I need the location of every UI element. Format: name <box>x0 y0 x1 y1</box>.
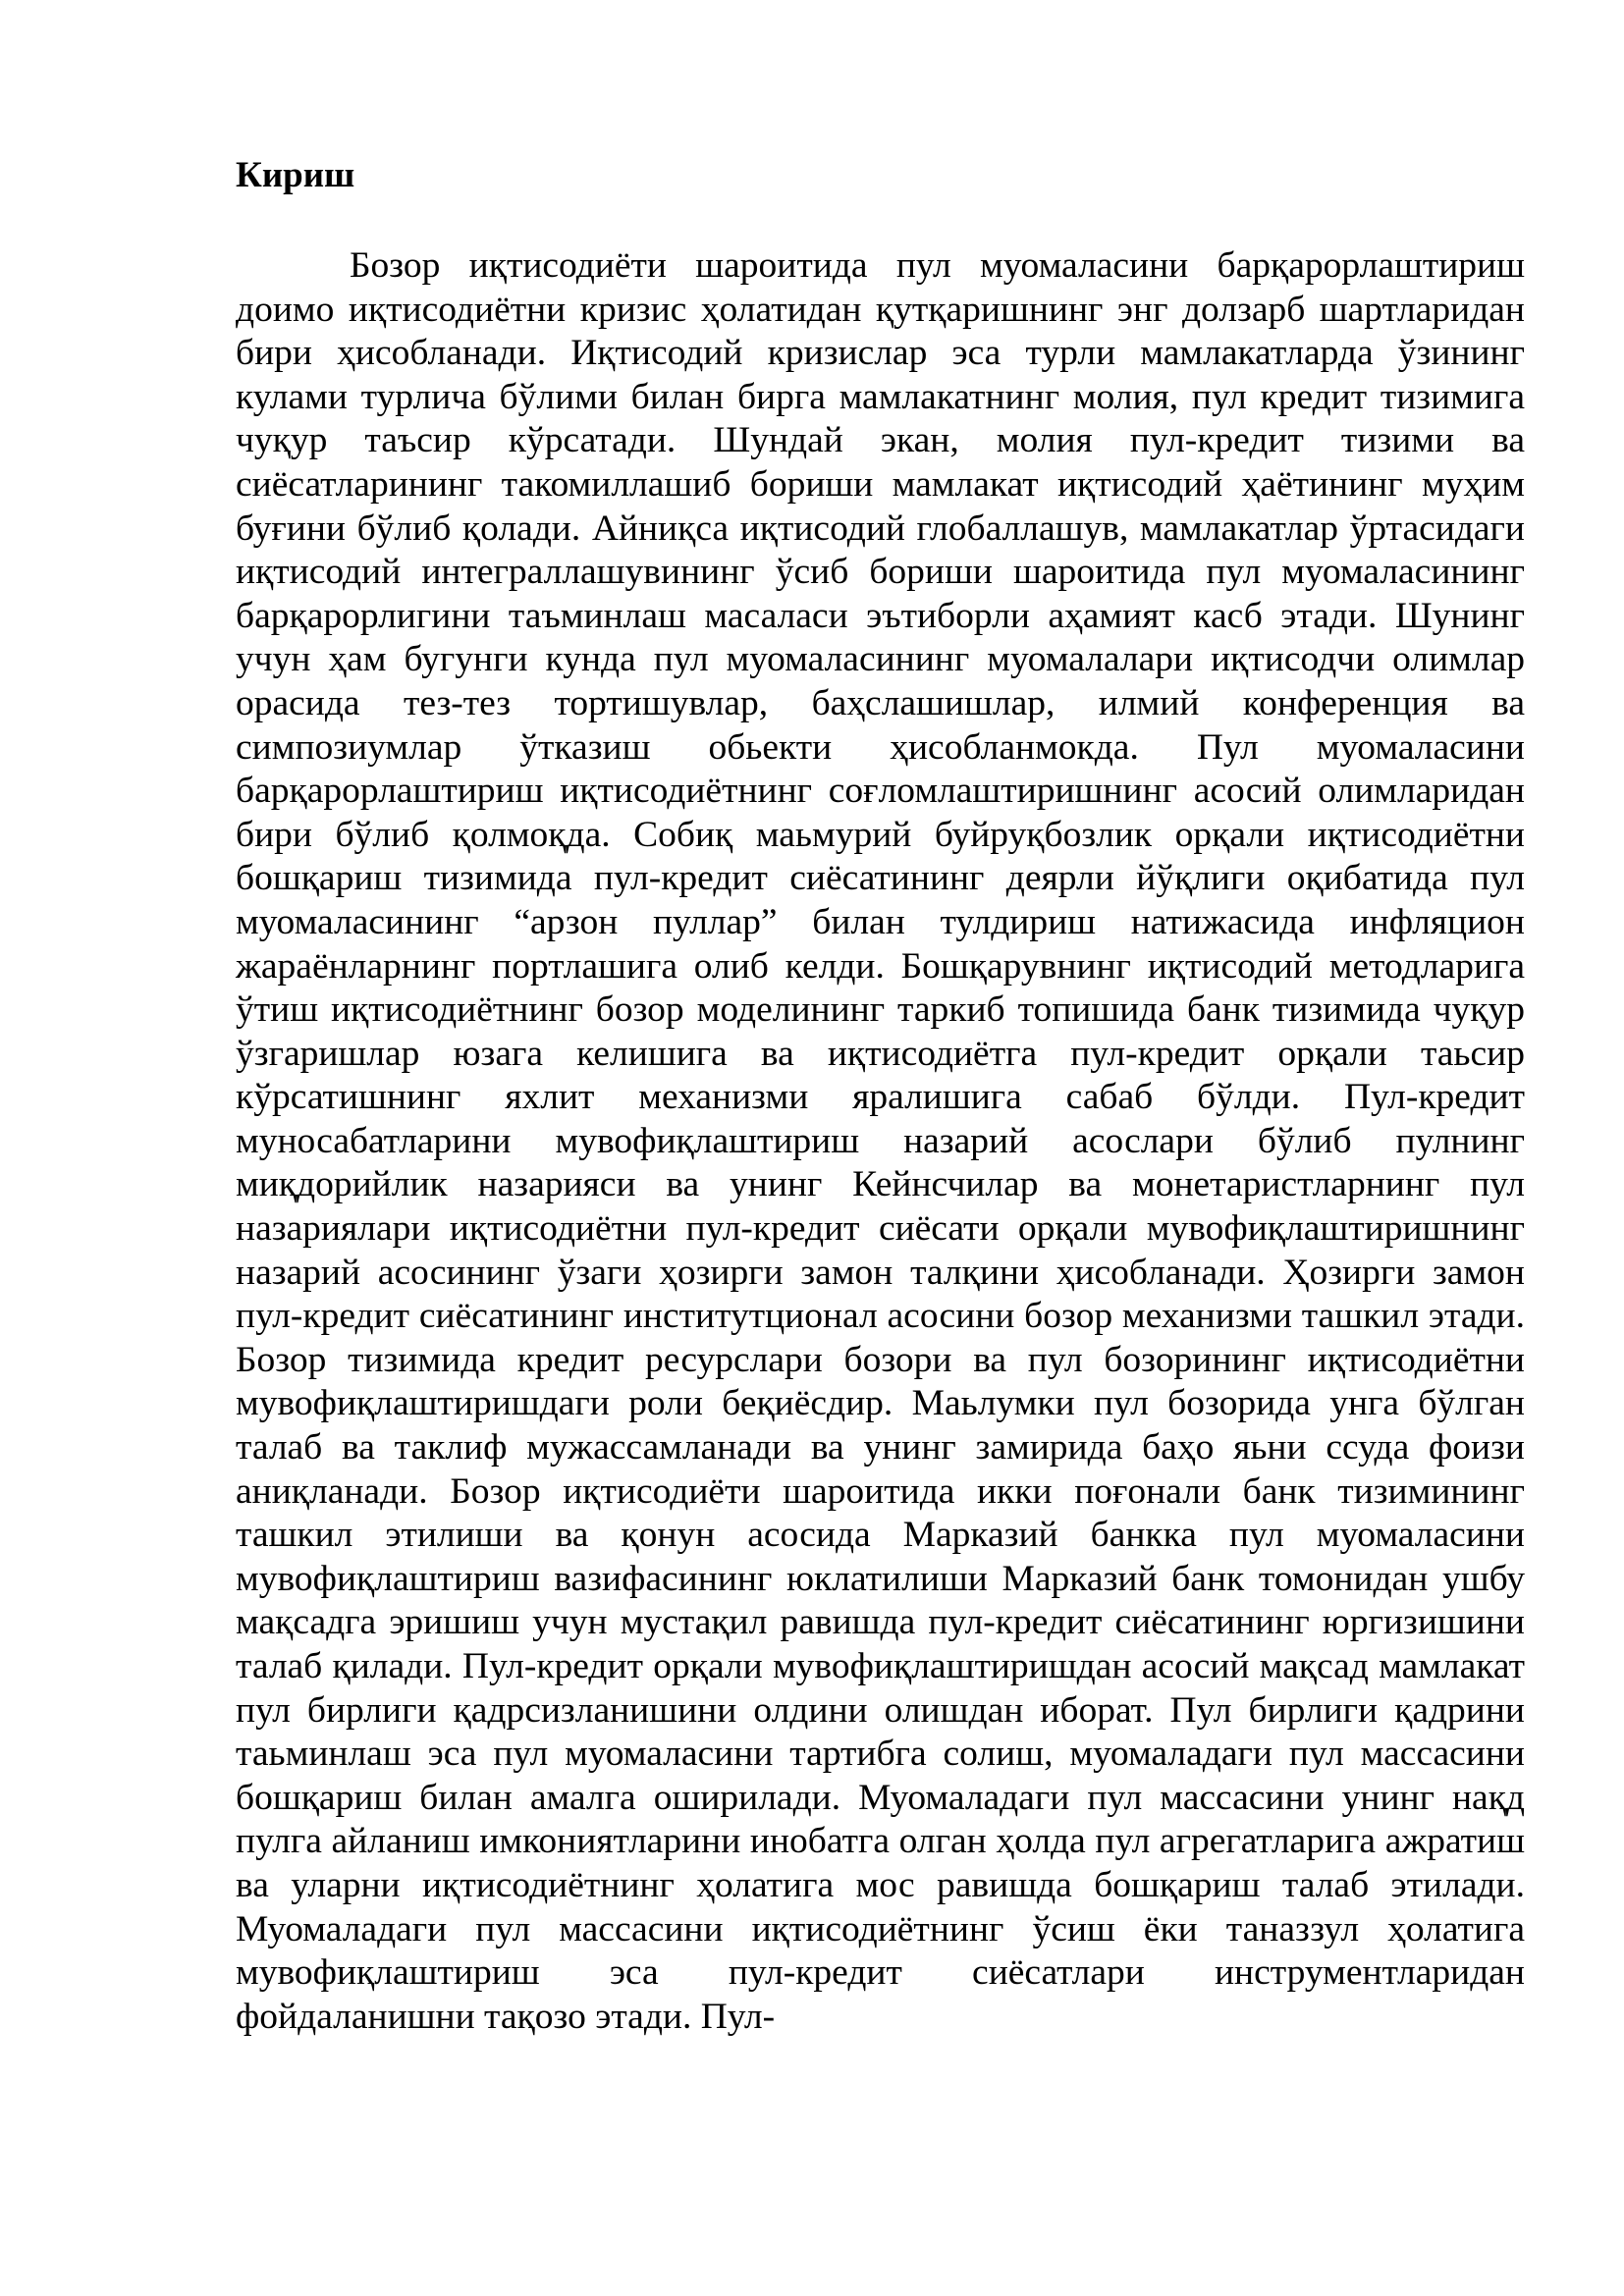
section-heading: Кириш <box>236 155 355 195</box>
body-paragraph: Бозор иқтисодиёти шароитида пул муомаласини барқарорлаштириш доимо иқтисодиётни кризис ҳолатидан қутқаришнинг энг долзарб шартларидан бири ҳисобланади. Иқтисодий кризислар эса турли мамлакатларда ўзининг кулами турлича бўлими билан бирга мамлакатнинг молия, пул кредит тизимига чуқур таъсир кўрсатади. Шундай экан, молия пул-кредит тизими ва сиёсатларининг такомиллашиб бориши мамлакат иқтисодий ҳаётининг муҳим буғини бўлиб қолади. Айниқса иқтисодий глобаллашув, мамлакатлар ўртасидаги иқтисодий интеграллашувининг ўсиб бориши шароитида пул муомаласининг барқарорлигини таъминлаш масаласи эътиборли аҳамият касб этади. Шунинг учун ҳам бугунги кунда пул муомаласининг муомалалари иқтисодчи олимлар орасида тез-тез тортишувлар, баҳслашишлар, илмий конференция ва симпозиумлар ўтказиш обьекти ҳисобланмокда. Пул муомаласини барқарорлаштириш иқтисодиётнинг соғломлаштиришнинг асосий олимларидан бири бўлиб қолмоқда. Собиқ маьмурий буйруқбозлик орқали иқтисодиётни бошқариш тизимида пул-кредит сиёсатининг деярли йўқлиги оқибатида пул муомаласининг “арзон пуллар” билан тулдириш натижасида инфляцион жараёнларнинг портлашига олиб келди. Бошқарувнинг иқтисодий методларига ўтиш иқтисодиётнинг бозор моделининг таркиб топишида банк тизимида чуқур ўзгаришлар юзага келишига ва иқтисодиётга пул-кредит орқали таьсир кўрсатишнинг яхлит механизми яралишига сабаб бўлди. Пул-кредит муносабатларини мувофиқлаштириш назарий асослари бўлиб пулнинг миқдорийлик назарияси ва унинг Кейнсчилар ва монетаристларнинг пул назариялари иқтисодиётни пул-кредит сиёсати орқали мувофиқлаштиришнинг назарий асосининг ўзаги ҳозирги замон талқини ҳисобланади. Ҳозирги замон пул-кредит сиёсатининг институтционал асосини бозор механизми ташкил этади. Бозор тизимида кредит ресурслари бозори ва пул бозорининг иқтисодиётни мувофиқлаштиришдаги роли беқиёсдир. Маьлумки пул бозорида унга бўлган талаб ва таклиф мужассамланади ва унинг замирида баҳо яьни ссуда фоизи аниқланади. Бозор иқтисодиёти шароитида икки поғонали банк тизимининг ташкил этилиши ва қонун асосида Марказий банкка пул муомаласини мувофиқлаштириш вазифасининг юклатилиши Марказий банк томонидан ушбу мақсадга эришиш учун мустақил равишда пул-кредит сиёсатининг юргизишини талаб қилади. Пул-кредит орқали мувофиқлаштиришдан асосий мақсад мамлакат пул бирлиги қадрсизланишини олдини олишдан иборат. Пул бирлиги қадрини таьминлаш эса пул муомаласини тартибга солиш, муомаладаги пул массасини бошқариш билан амалга оширилади. Муомаладаги пул массасини унинг нақд пулга айланиш имкониятларини инобатга олган ҳолда пул агрегатларига ажратиш ва уларни иқтисодиётнинг ҳолатига мос равишда бошқариш талаб этилади. Муомаладаги пул массасини иқтисодиётнинг ўсиш ёки таназзул ҳолатига мувофиқлаштириш эса пул-кредит сиёсатлари инструментларидан фойдаланишни тақозо этади. Пул- <box>236 245 1525 2037</box>
